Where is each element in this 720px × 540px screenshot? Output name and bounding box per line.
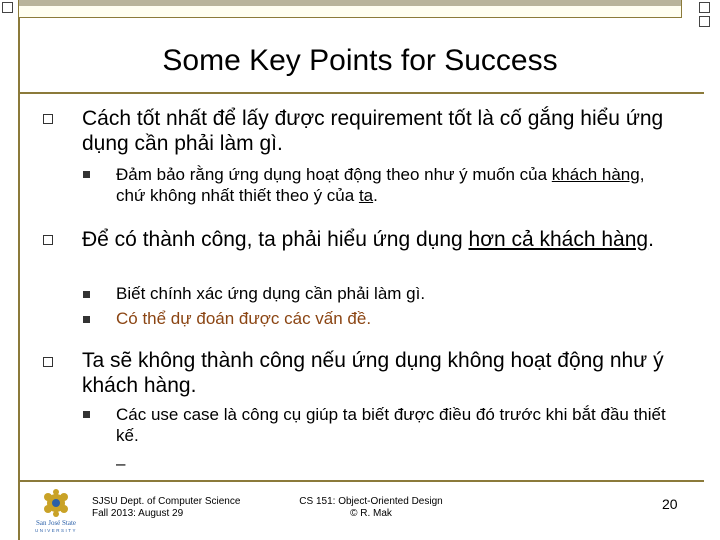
left-border (18, 0, 20, 540)
square-bullet-icon (83, 316, 90, 323)
trailing-dash: – (116, 454, 126, 473)
bullet-2-text (82, 227, 692, 252)
hollow-bullet-icon (43, 235, 53, 245)
footer-date: Fall 2013: August 29 (92, 508, 184, 519)
sjsu-logo (28, 487, 84, 533)
slide-title: Some Key Points for Success (162, 44, 558, 77)
footer-author: © R. Mak (350, 508, 392, 519)
bullet-2-sub-2: Có thể dự đoán được các vấn đề. (116, 309, 372, 328)
footer-divider (18, 480, 704, 482)
square-bullet-icon (83, 291, 90, 298)
sub-text: Đảm bảo rằng ứng dụng hoạt động theo như ý muốn của (116, 165, 552, 184)
title-divider (18, 92, 704, 94)
sub-text: . (373, 186, 378, 205)
underlined-text: khách hàng (551, 165, 640, 184)
bullet-3-sub-1: Các use case là công cụ giúp ta biết được điều đó trước khi bắt đầu thiết kế. (116, 405, 666, 445)
top-right-checkbox-icon-2 (699, 16, 710, 27)
bullet-text: . (648, 228, 654, 251)
square-bullet-icon (83, 171, 90, 178)
top-decorative-bar (18, 0, 682, 18)
top-left-checkbox-icon (2, 2, 13, 13)
hollow-bullet-icon (43, 114, 53, 124)
footer-dept (92, 496, 240, 520)
sjsu-seal-icon (28, 487, 84, 533)
bullet-2-sub-1: Biết chính xác ứng dụng cần phải làm gì. (116, 284, 426, 303)
page-number: 20 (662, 496, 678, 512)
hollow-bullet-icon (43, 357, 53, 367)
underlined-text: hơn cả khách hàng (468, 228, 649, 251)
bullet-text: Để có thành công, ta phải hiểu ứng dụng (82, 228, 469, 251)
square-bullet-icon (83, 411, 90, 418)
footer-dept-line1: SJSU Dept. of Computer Science (92, 496, 241, 507)
bullet-1-text: Cách tốt nhất để lấy được requirement tốt là cố gắng hiểu ứng dụng cần phải làm gì. (82, 107, 664, 155)
footer-course (298, 496, 444, 520)
svg-text:San José State: San José State (35, 519, 77, 527)
underlined-text: ta (358, 186, 374, 205)
svg-text:UNIVERSITY: UNIVERSITY (34, 528, 78, 533)
bullet-3-text: Ta sẽ không thành công nếu ứng dụng không hoạt động như ý khách hàng. (82, 349, 664, 397)
footer-course-line1: CS 151: Object-Oriented Design (299, 496, 443, 507)
top-band (19, 0, 681, 6)
bullet-1-sub-1 (116, 164, 676, 206)
sub-text: , chứ không nhất thiết theo ý của (116, 165, 645, 205)
top-right-checkbox-icon (699, 2, 710, 13)
